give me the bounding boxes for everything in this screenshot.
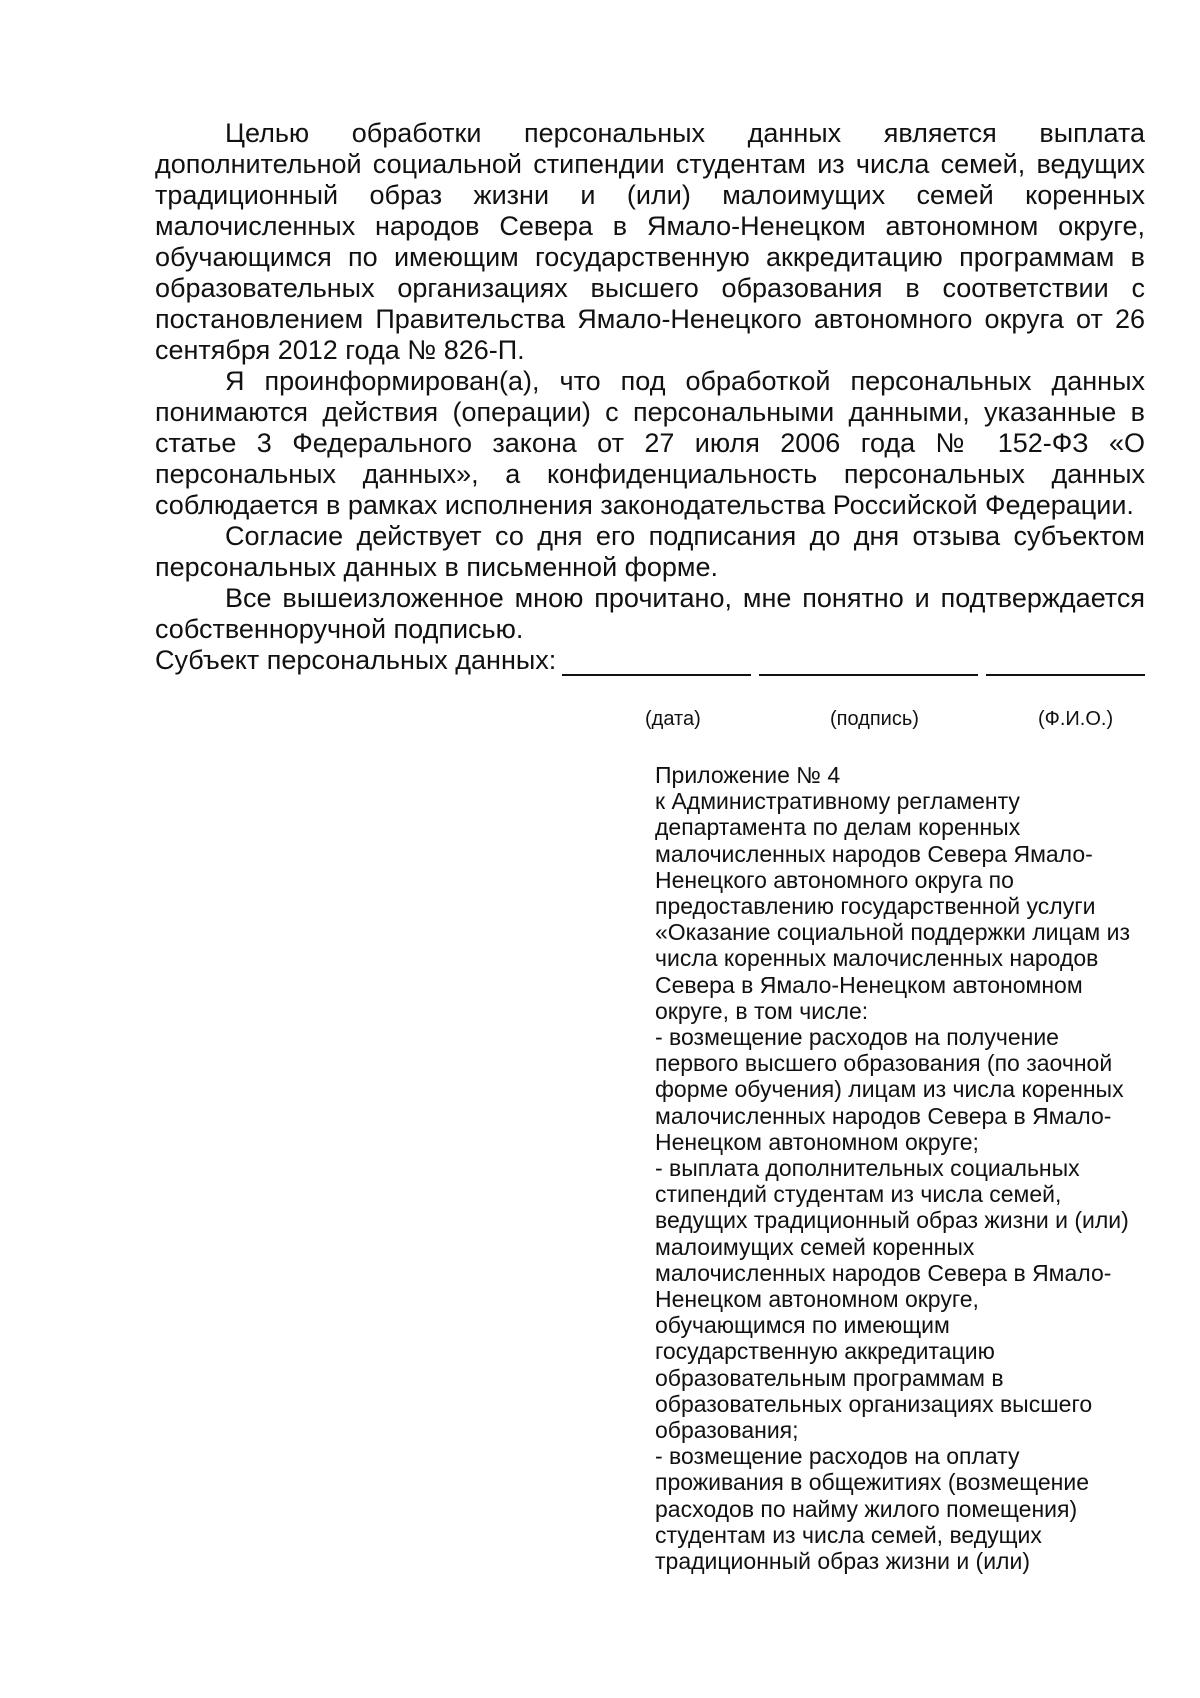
name-caption: (Ф.И.О.)	[1038, 708, 1114, 730]
annex-line: округе, в том числе:	[655, 997, 869, 1024]
annex-line: малочисленных народов Севера в Ямало-	[655, 1102, 1112, 1129]
annex-line: образовательным программам в	[655, 1364, 1004, 1391]
annex-line: предоставлению государственной услуги	[655, 893, 1096, 920]
annex-line: стипендий студентам из числа семей,	[655, 1181, 1062, 1208]
annex-line: Ненецком автономном округе,	[655, 1286, 979, 1313]
consent-text	[155, 118, 1145, 676]
annex-line: малочисленных народов Севера Ямало-	[655, 840, 1093, 867]
signature-blank	[759, 650, 979, 676]
annex-line: - возмещение расходов на оплату	[655, 1443, 1020, 1470]
processing-info-paragraph: Я проинформирован(а), что под обработкой персональных данных понимаются действия (операции) с персональными данными, указанные в статье 3 Федерального закона от 27 июля 2006 года № 152-ФЗ «О персональных данных», а конфиденциальность персональных данных соблюдается в рамках исполнения законодательства Российской Федерации.	[155, 366, 1145, 520]
date-caption: (дата)	[645, 708, 701, 730]
annex-line: образования;	[655, 1417, 799, 1444]
annex-line: первого высшего образования (по заочной	[655, 1050, 1113, 1077]
annex-line: государственную аккредитацию	[655, 1338, 995, 1365]
annex-line: малочисленных народов Севера в Ямало-	[655, 1259, 1112, 1286]
annex-line: Ненецком автономном округе;	[655, 1128, 979, 1155]
annex-line: Севера в Ямало-Ненецком автономном	[655, 971, 1083, 998]
annex-heading	[655, 762, 1150, 1574]
signature-label: Субъект персональных данных:	[155, 645, 557, 675]
date-blank	[562, 650, 750, 676]
annex-line: малоимущих семей коренных	[655, 1233, 975, 1260]
validity-paragraph: Согласие действует со дня его подписания до дня отзыва субъектом персональных данных в письменной форме.	[155, 521, 1145, 582]
purpose-paragraph: Целью обработки персональных данных является выплата дополнительной социальной стипендии студентам из числа семей, ведущих традиционный образ жизни и (или) малоимущих семей коренных малочисленных народов Севера в Ямало-Ненецком автономном округе, обучающимся по имеющим государственную аккредитацию программам в образовательных организациях высшего образования в соответствии с постановлением Правительства Ямало-Ненецкого автономного округа от 26 сентября 2012 года № 826-П.	[155, 118, 1145, 365]
annex-line: расходов по найму жилого помещения)	[655, 1495, 1078, 1522]
annex-line: департамента по делам коренных	[655, 814, 1021, 841]
annex-line: числа коренных малочисленных народов	[655, 945, 1099, 972]
annex-line: - выплата дополнительных социальных	[655, 1155, 1080, 1182]
annex-line: «Оказание социальной поддержки лицам из	[655, 919, 1131, 946]
annex-line: форме обучения) лицам из числа коренных	[655, 1076, 1124, 1103]
annex-line: образовательных организациях высшего	[655, 1390, 1093, 1417]
signature-caption: (подпись)	[830, 708, 919, 730]
annex-line: студентам из числа семей, ведущих	[655, 1521, 1042, 1548]
annex-line: проживания в общежитиях (возмещение	[655, 1469, 1089, 1496]
annex-line: обучающимся по имеющим	[655, 1312, 950, 1339]
annex-line: традиционный образ жизни и (или)	[655, 1548, 1030, 1575]
annex-line: - возмещение расходов на получение	[655, 1024, 1059, 1051]
confirmation-paragraph: Все вышеизложенное мною прочитано, мне понятно и подтверждается собственноручной подписью.	[155, 583, 1145, 644]
signature-line	[155, 645, 1145, 676]
annex-line: ведущих традиционный образ жизни и (или)	[655, 1207, 1129, 1234]
annex-line: к Административному регламенту	[655, 788, 1020, 815]
annex-title: Приложение № 4	[655, 762, 841, 788]
name-blank	[986, 650, 1145, 676]
annex-line: Ненецкого автономного округа по	[655, 866, 1014, 893]
